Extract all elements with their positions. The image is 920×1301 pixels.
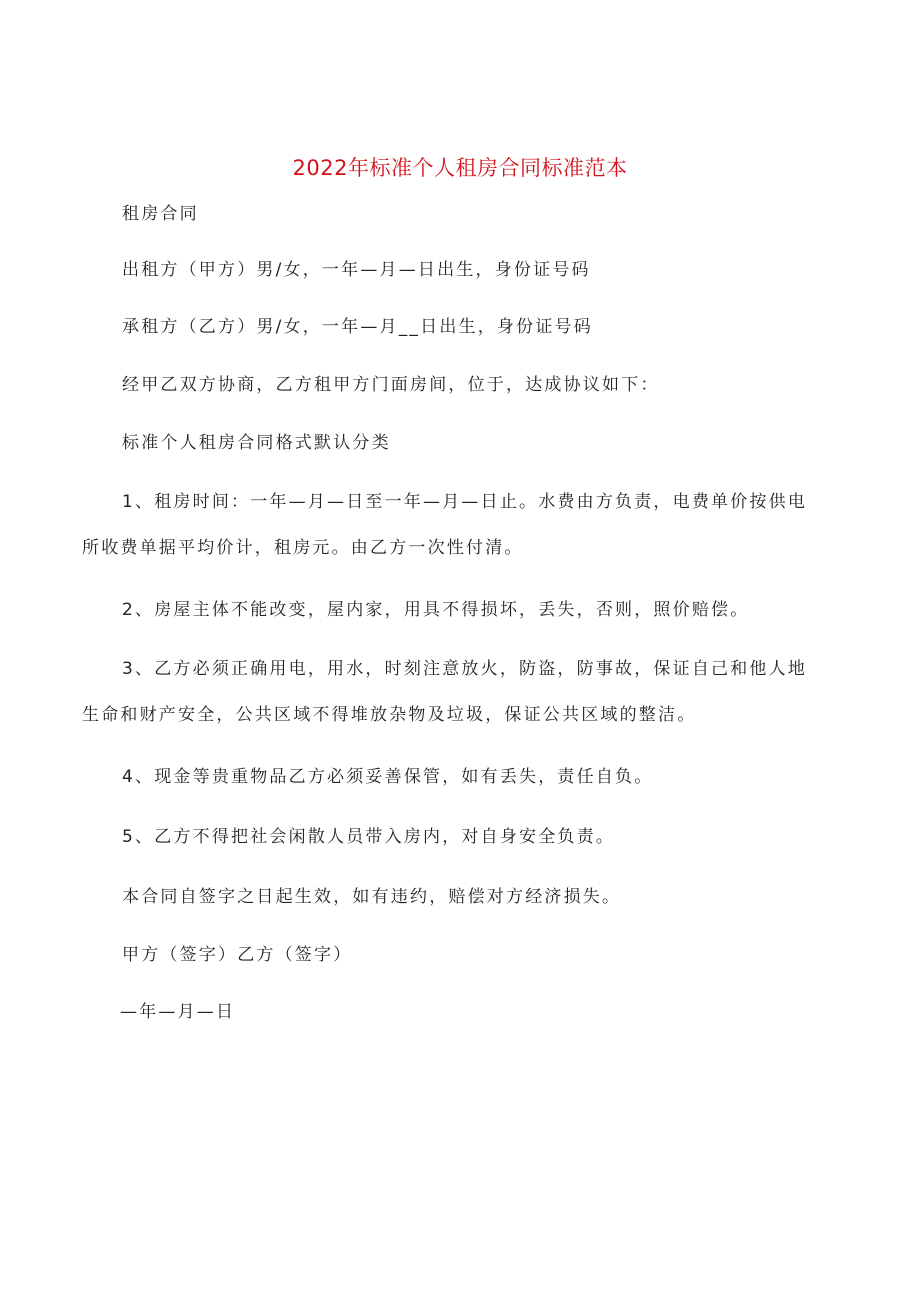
clause-1: 1、租房时间：一年—月—日至一年—月—日止。水费由方负责，电费单价按供电所收费单据平均价计，租房元。由乙方一次性付清。 <box>82 492 808 558</box>
document-title: 2022年标准个人租房合同标准范本 <box>292 156 628 180</box>
paragraph-agreement: 经甲乙双方协商，乙方租甲方门面房间，位于，达成协议如下： <box>122 375 660 395</box>
paragraph-lessor: 出租方（甲方）男/女，一年—月—日出生，身份证号码 <box>122 260 591 280</box>
paragraph-signatures: 甲方（签字）乙方（签字） <box>122 945 353 965</box>
clause-4: 4、现金等贵重物品乙方必须妥善保管，如有丢失，责任自负。 <box>122 767 654 787</box>
paragraph-date: —年—月—日 <box>120 1002 236 1022</box>
clause-2: 2、房屋主体不能改变，屋内家，用具不得损坏，丢失，否则，照价赔偿。 <box>122 600 750 620</box>
paragraph-effective: 本合同自签字之日起生效，如有违约，赔偿对方经济损失。 <box>122 887 622 907</box>
clause-3: 3、乙方必须正确用电，用水，时刻注意放火，防盗，防事故，保证自己和他人地生命和财产安全，公共区域不得堆放杂物及垃圾，保证公共区域的整洁。 <box>82 659 808 725</box>
paragraph-heading: 租房合同 <box>122 204 199 224</box>
paragraph-lessee: 承租方（乙方）男/女，一年—月__日出生，身份证号码 <box>122 317 593 337</box>
paragraph-category: 标准个人租房合同格式默认分类 <box>122 433 391 453</box>
clause-5: 5、乙方不得把社会闲散人员带入房内，对自身安全负责。 <box>122 827 616 847</box>
